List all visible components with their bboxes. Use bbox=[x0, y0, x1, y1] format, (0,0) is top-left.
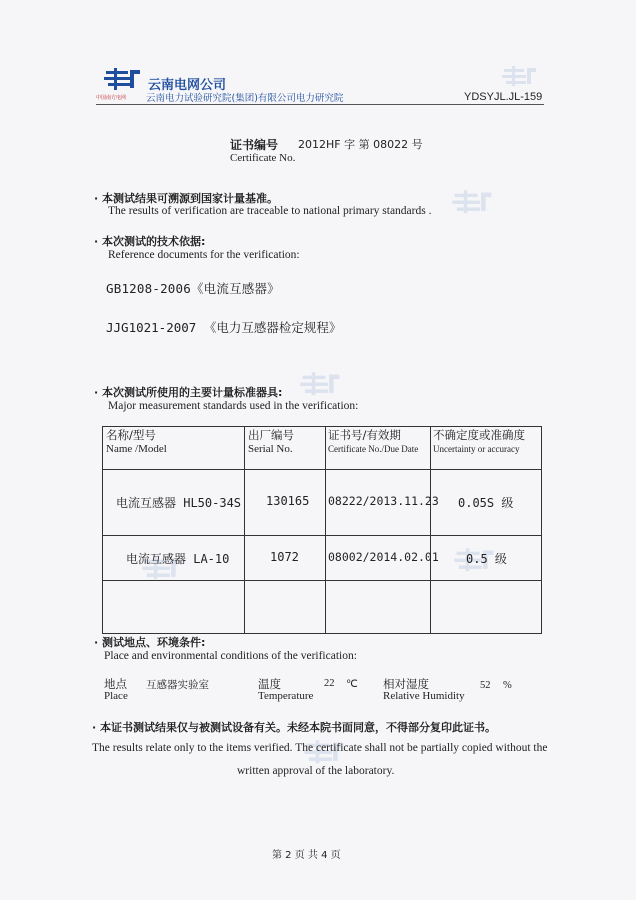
usage-notice-en-line2: written approval of the laboratory. bbox=[237, 765, 395, 777]
table-header-accuracy: 不确定度或准确度 Uncertainty or accuracy bbox=[433, 428, 525, 454]
conditions-title: · 测试地点、环境条件: bbox=[94, 636, 206, 649]
standards-table bbox=[102, 426, 542, 634]
traceability-statement: · 本测试结果可溯源到国家计量基准。 bbox=[94, 192, 279, 205]
cell-accuracy: 0.05S 级 bbox=[458, 496, 514, 510]
certificate-number-value: 2012HF 字 第 08022 号 bbox=[298, 138, 423, 151]
document-code: YDSYJL.JL-159 bbox=[464, 91, 543, 103]
logo-tagline: 中国南方电网 bbox=[96, 95, 127, 101]
cell-accuracy: 0.5 级 bbox=[466, 552, 507, 566]
humidity-value: 52 bbox=[480, 680, 491, 691]
cell-serial: 130165 bbox=[266, 494, 310, 508]
reference-docs-title: · 本次测试的技术依据: bbox=[94, 235, 206, 248]
watermark-logo-icon bbox=[500, 66, 540, 90]
place-label-en: Place bbox=[104, 690, 128, 702]
place-value: 互感器实验室 bbox=[146, 679, 209, 691]
usage-notice: · 本证书测试结果仅与被测试设备有关。未经本院书面同意，不得部分复印此证书。 bbox=[92, 721, 497, 734]
place-label: 地点 bbox=[104, 677, 127, 691]
cell-serial: 1072 bbox=[270, 550, 299, 564]
standards-title: · 本次测试所使用的主要计量标准器具: bbox=[94, 386, 283, 399]
standards-title-en: Major measurement standards used in the verification: bbox=[108, 400, 359, 412]
traceability-statement-en: The results of verification are traceable to national primary standards . bbox=[108, 205, 432, 217]
temperature-value: 22 bbox=[324, 678, 335, 689]
temperature-unit: ℃ bbox=[346, 679, 358, 690]
cell-name: 电流互感器 LA-10 bbox=[126, 552, 230, 566]
humidity-label: 相对湿度 bbox=[383, 677, 429, 691]
reference-docs-title-en: Reference documents for the verification: bbox=[108, 249, 300, 261]
table-header-serial: 出厂编号 Serial No. bbox=[248, 428, 294, 455]
page-number: 第 2 页 共 4 页 bbox=[272, 850, 341, 861]
organization-name: 云南电网公司 bbox=[148, 78, 227, 93]
header-divider bbox=[96, 104, 544, 105]
humidity-label-en: Relative Humidity bbox=[383, 690, 465, 702]
humidity-unit: % bbox=[503, 680, 512, 691]
certificate-number-label-en: Certificate No. bbox=[230, 152, 296, 164]
certificate-number-label: 证书编号 bbox=[230, 138, 279, 152]
table-header-name: 名称/型号 Name /Model bbox=[106, 428, 167, 455]
organization-subtitle: 云南电力试验研究院(集团)有限公司电力研究院 bbox=[146, 93, 344, 104]
cell-name: 电流互感器 HL50-34S bbox=[116, 496, 242, 510]
cell-certificate: 08222/2013.11.23 bbox=[328, 494, 439, 508]
temperature-label-en: Temperature bbox=[258, 690, 314, 702]
reference-doc-item: JJG1021-2007 《电力互感器检定规程》 bbox=[106, 320, 342, 335]
reference-doc-item: GB1208-2006《电流互感器》 bbox=[106, 281, 280, 296]
temperature-label: 温度 bbox=[258, 677, 281, 691]
conditions-title-en: Place and environmental conditions of the verification: bbox=[104, 650, 357, 662]
watermark-logo-icon bbox=[298, 372, 344, 400]
table-header-certificate: 证书号/有效期 Certificate No./Due Date bbox=[328, 428, 419, 454]
watermark-logo-icon bbox=[450, 190, 496, 218]
usage-notice-en-line1: The results relate only to the items verified. The certificate shall not be partially copied without the bbox=[92, 742, 548, 754]
cell-certificate: 08002/2014.02.01 bbox=[328, 550, 439, 564]
